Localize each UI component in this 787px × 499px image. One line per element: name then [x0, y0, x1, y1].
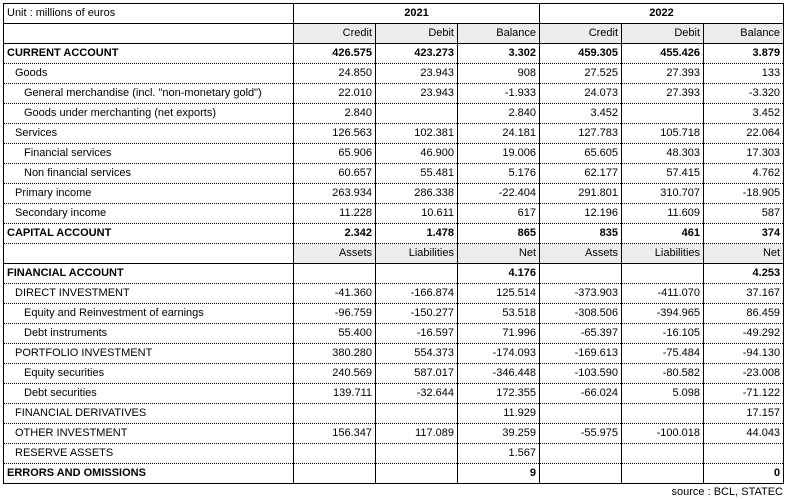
cell-value: 380.280 — [294, 344, 376, 364]
cell-value: 587 — [704, 204, 784, 224]
cell-value: -75.484 — [622, 344, 704, 364]
cell-value: 117.089 — [376, 424, 458, 444]
cell-value: -41.360 — [294, 284, 376, 304]
cell-value: 5.098 — [622, 384, 704, 404]
table-row — [4, 64, 784, 84]
cell-value: -96.759 — [294, 304, 376, 324]
cell-value: 156.347 — [294, 424, 376, 444]
balance-of-payments-table — [3, 3, 784, 484]
cell-value: 48.303 — [622, 144, 704, 164]
row-label: General merchandise (incl. "non-monetary gold") — [4, 84, 294, 104]
column-header-credit-2021: Credit — [294, 24, 376, 44]
cell-value — [622, 104, 704, 124]
balance-of-payments-document — [3, 3, 783, 498]
cell-value: 65.906 — [294, 144, 376, 164]
row-label: FINANCIAL ACCOUNT — [4, 264, 294, 284]
cell-value: 310.707 — [622, 184, 704, 204]
cell-value: 0 — [704, 464, 784, 484]
column-header-blank — [4, 244, 294, 264]
cell-value — [540, 404, 622, 424]
cell-value — [376, 444, 458, 464]
cell-value: 835 — [540, 224, 622, 244]
cell-value: -16.105 — [622, 324, 704, 344]
cell-value: 286.338 — [376, 184, 458, 204]
cell-value — [294, 264, 376, 284]
cell-value: 11.609 — [622, 204, 704, 224]
cell-value: -100.018 — [622, 424, 704, 444]
table-row — [4, 164, 784, 184]
cell-value: 53.518 — [458, 304, 540, 324]
cell-value: 1.567 — [458, 444, 540, 464]
table-row — [4, 344, 784, 364]
cell-value: 9 — [458, 464, 540, 484]
cell-value — [376, 404, 458, 424]
year-2022-header: 2022 — [540, 4, 784, 24]
cell-value — [294, 464, 376, 484]
cell-value: 617 — [458, 204, 540, 224]
cell-value: -150.277 — [376, 304, 458, 324]
cell-value — [376, 464, 458, 484]
cell-value: 11.929 — [458, 404, 540, 424]
cell-value: 865 — [458, 224, 540, 244]
cell-value: 374 — [704, 224, 784, 244]
table-row — [4, 444, 784, 464]
cell-value — [376, 264, 458, 284]
table-row — [4, 224, 784, 244]
cell-value: 125.514 — [458, 284, 540, 304]
row-label: CAPITAL ACCOUNT — [4, 224, 294, 244]
row-label: Goods — [4, 64, 294, 84]
cell-value — [622, 264, 704, 284]
cell-value: -23.008 — [704, 364, 784, 384]
cell-value: 11.228 — [294, 204, 376, 224]
row-label: Financial services — [4, 144, 294, 164]
table-row — [4, 404, 784, 424]
row-label: FINANCIAL DERIVATIVES — [4, 404, 294, 424]
cell-value: 24.850 — [294, 64, 376, 84]
row-label: Goods under merchanting (net exports) — [4, 104, 294, 124]
column-header-assets-2021: Assets — [294, 244, 376, 264]
cell-value: 27.525 — [540, 64, 622, 84]
cell-value: 139.711 — [294, 384, 376, 404]
cell-value: 57.415 — [622, 164, 704, 184]
cell-value: 22.064 — [704, 124, 784, 144]
column-header-assets-2022: Assets — [540, 244, 622, 264]
column-header-balance-2021: Balance — [458, 24, 540, 44]
cell-value: 102.381 — [376, 124, 458, 144]
unit-label: Unit : millions of euros — [4, 4, 294, 24]
row-label: Services — [4, 124, 294, 144]
cell-value: 27.393 — [622, 84, 704, 104]
cell-value: 37.167 — [704, 284, 784, 304]
table-row — [4, 104, 784, 124]
cell-value: 10.611 — [376, 204, 458, 224]
year-2021-header: 2021 — [294, 4, 540, 24]
cell-value: 60.657 — [294, 164, 376, 184]
cell-value: 24.073 — [540, 84, 622, 104]
cell-value: 426.575 — [294, 44, 376, 64]
cell-value: -166.874 — [376, 284, 458, 304]
year-header-row — [4, 4, 784, 24]
cell-value: 908 — [458, 64, 540, 84]
cell-value: 3.879 — [704, 44, 784, 64]
cell-value: -174.093 — [458, 344, 540, 364]
cell-value: 4.176 — [458, 264, 540, 284]
table-row — [4, 304, 784, 324]
cell-value: -71.122 — [704, 384, 784, 404]
column-header-debit-2022: Debit — [622, 24, 704, 44]
table-row — [4, 264, 784, 284]
column-header-credit-2022: Credit — [540, 24, 622, 44]
cell-value: -169.613 — [540, 344, 622, 364]
cell-value: 27.393 — [622, 64, 704, 84]
row-label: OTHER INVESTMENT — [4, 424, 294, 444]
cell-value: 263.934 — [294, 184, 376, 204]
cell-value: 105.718 — [622, 124, 704, 144]
cell-value: -103.590 — [540, 364, 622, 384]
cell-value: 1.478 — [376, 224, 458, 244]
row-label: ERRORS AND OMISSIONS — [4, 464, 294, 484]
cell-value: -1.933 — [458, 84, 540, 104]
table-row — [4, 124, 784, 144]
cell-value: 44.043 — [704, 424, 784, 444]
cell-value: -394.965 — [622, 304, 704, 324]
cell-value: -80.582 — [622, 364, 704, 384]
cell-value — [294, 444, 376, 464]
cell-value: -373.903 — [540, 284, 622, 304]
source-note: source : BCL, STATEC — [671, 486, 783, 498]
cell-value: 240.569 — [294, 364, 376, 384]
table-row — [4, 424, 784, 444]
table-row — [4, 284, 784, 304]
row-label: Equity securities — [4, 364, 294, 384]
cell-value: 23.943 — [376, 84, 458, 104]
cell-value: -18.905 — [704, 184, 784, 204]
cell-value: 461 — [622, 224, 704, 244]
cell-value: -32.644 — [376, 384, 458, 404]
cell-value — [540, 464, 622, 484]
column-header-balance-2022: Balance — [704, 24, 784, 44]
row-label: Equity and Reinvestment of earnings — [4, 304, 294, 324]
cell-value — [376, 104, 458, 124]
cell-value: 4.762 — [704, 164, 784, 184]
table-row — [4, 464, 784, 484]
cell-value: 19.006 — [458, 144, 540, 164]
cell-value: 2.840 — [294, 104, 376, 124]
cell-value — [622, 444, 704, 464]
column-header-row-financial — [4, 244, 784, 264]
cell-value: -3.320 — [704, 84, 784, 104]
column-header-net-2021: Net — [458, 244, 540, 264]
cell-value: -94.130 — [704, 344, 784, 364]
table-row — [4, 84, 784, 104]
cell-value — [540, 444, 622, 464]
cell-value: 4.253 — [704, 264, 784, 284]
cell-value: 423.273 — [376, 44, 458, 64]
row-label: Primary income — [4, 184, 294, 204]
cell-value — [540, 264, 622, 284]
cell-value: 127.783 — [540, 124, 622, 144]
cell-value — [622, 404, 704, 424]
cell-value: 17.157 — [704, 404, 784, 424]
cell-value: 62.177 — [540, 164, 622, 184]
cell-value: 133 — [704, 64, 784, 84]
cell-value: 65.605 — [540, 144, 622, 164]
cell-value: -55.975 — [540, 424, 622, 444]
cell-value: 5.176 — [458, 164, 540, 184]
row-label: Secondary income — [4, 204, 294, 224]
cell-value: 554.373 — [376, 344, 458, 364]
cell-value: -16.597 — [376, 324, 458, 344]
table-row — [4, 364, 784, 384]
cell-value: 55.481 — [376, 164, 458, 184]
row-label: RESERVE ASSETS — [4, 444, 294, 464]
cell-value: 2.840 — [458, 104, 540, 124]
column-header-net-2022: Net — [704, 244, 784, 264]
cell-value: 23.943 — [376, 64, 458, 84]
cell-value: -66.024 — [540, 384, 622, 404]
cell-value: 172.355 — [458, 384, 540, 404]
cell-value: 17.303 — [704, 144, 784, 164]
cell-value: 126.563 — [294, 124, 376, 144]
column-header-blank — [4, 24, 294, 44]
row-label: PORTFOLIO INVESTMENT — [4, 344, 294, 364]
row-label: DIRECT INVESTMENT — [4, 284, 294, 304]
row-label: Debt securities — [4, 384, 294, 404]
cell-value: -346.448 — [458, 364, 540, 384]
column-header-debit-2021: Debit — [376, 24, 458, 44]
cell-value: -49.292 — [704, 324, 784, 344]
cell-value: 24.181 — [458, 124, 540, 144]
cell-value: 71.996 — [458, 324, 540, 344]
cell-value: 39.259 — [458, 424, 540, 444]
table-row — [4, 184, 784, 204]
cell-value: 55.400 — [294, 324, 376, 344]
cell-value: 3.452 — [540, 104, 622, 124]
cell-value: 86.459 — [704, 304, 784, 324]
cell-value: 3.452 — [704, 104, 784, 124]
table-row — [4, 324, 784, 344]
cell-value: -308.506 — [540, 304, 622, 324]
column-header-liabilities-2022: Liabilities — [622, 244, 704, 264]
row-label: Non financial services — [4, 164, 294, 184]
cell-value — [294, 404, 376, 424]
cell-value — [622, 464, 704, 484]
column-header-liabilities-2021: Liabilities — [376, 244, 458, 264]
cell-value: 22.010 — [294, 84, 376, 104]
cell-value: 587.017 — [376, 364, 458, 384]
cell-value: -22.404 — [458, 184, 540, 204]
cell-value: 12.196 — [540, 204, 622, 224]
table-row — [4, 204, 784, 224]
row-label: Debt instruments — [4, 324, 294, 344]
row-label: CURRENT ACCOUNT — [4, 44, 294, 64]
column-header-row-current — [4, 24, 784, 44]
cell-value — [704, 444, 784, 464]
cell-value: 2.342 — [294, 224, 376, 244]
cell-value: 459.305 — [540, 44, 622, 64]
cell-value: 3.302 — [458, 44, 540, 64]
table-row — [4, 44, 784, 64]
cell-value: 455.426 — [622, 44, 704, 64]
cell-value: -411.070 — [622, 284, 704, 304]
cell-value: 46.900 — [376, 144, 458, 164]
cell-value: -65.397 — [540, 324, 622, 344]
table-row — [4, 384, 784, 404]
table-row — [4, 144, 784, 164]
cell-value: 291.801 — [540, 184, 622, 204]
